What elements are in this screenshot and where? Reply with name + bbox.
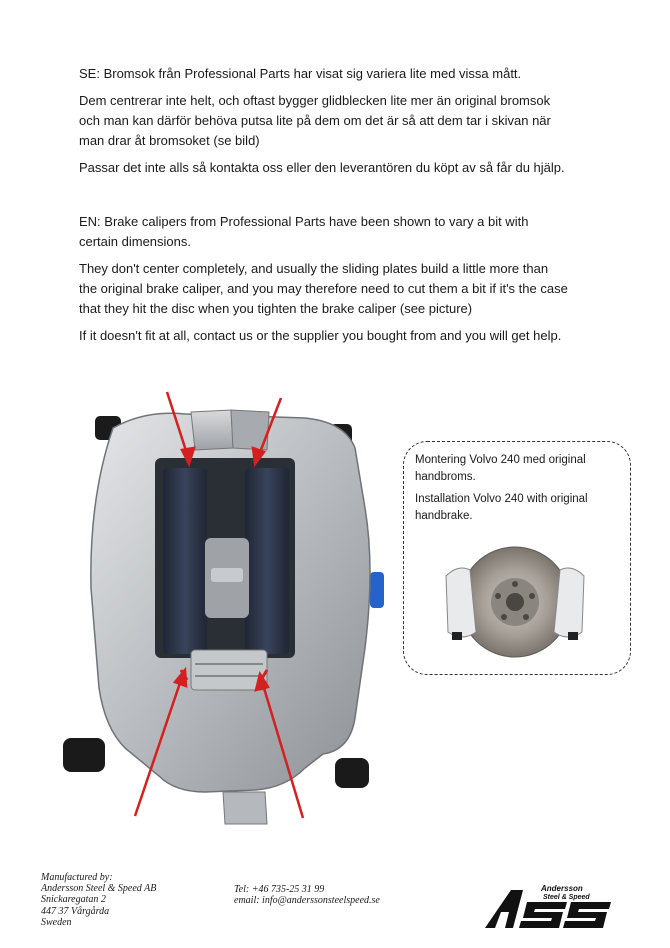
callout-english-text: Installation Volvo 240 with original handbrake. [415, 493, 588, 522]
phone-number: Tel: +46 735-25 31 99 [234, 884, 325, 895]
logo-text-top: Andersson [541, 884, 583, 893]
company-address [41, 872, 156, 928]
brake-caliper-photo [55, 388, 390, 828]
installation-note-callout [403, 441, 631, 675]
english-paragraph-2: They don't center completely, and usually the sliding plates build a little more than the original brake caliper, and you may therefore need to cut them a bit if it's the case that they hit the disc when you tighten the brake caliper (see picture) [79, 261, 568, 316]
swedish-text-block [79, 64, 569, 185]
ass-logo [483, 882, 613, 934]
english-paragraph-3: If it doesn't fit at all, contact us or the supplier you bought from and you will get help. [79, 328, 562, 343]
address-line: Manufactured by: [41, 872, 113, 883]
address-line: 447 37 Vårgårda [41, 905, 110, 917]
english-text-block [79, 212, 569, 353]
callout-swedish-text: Montering Volvo 240 med original handbroms. [415, 454, 586, 483]
brake-disc-photo [440, 546, 590, 658]
swedish-paragraph-2: Dem centrerar inte helt, och oftast bygger glidblecken lite mer än original bromsok och man kan därför behöva putsa lite på dem om det är så att dem tar i skivan när man drar åt bromsoket (se bild) [79, 93, 551, 148]
address-line: Sweden [41, 916, 72, 928]
address-line: Snickaregatan 2 [41, 894, 106, 906]
address-line: Andersson Steel & Speed AB [41, 883, 157, 895]
english-paragraph-1: EN: Brake calipers from Professional Parts have been shown to vary a bit with certain dimensions. [79, 214, 529, 249]
swedish-paragraph-3: Passar det inte alls så kontakta oss eller den leverantören du köpt av så får du hjälp. [79, 160, 565, 175]
footer [41, 872, 641, 942]
swedish-paragraph-1: SE: Bromsok från Professional Parts har visat sig variera lite med vissa mått. [79, 66, 522, 81]
contact-info [234, 884, 380, 906]
email-address[interactable]: email: info@anderssonsteelspeed.se [234, 895, 380, 907]
logo-text-bottom: Steel & Speed [543, 894, 590, 901]
